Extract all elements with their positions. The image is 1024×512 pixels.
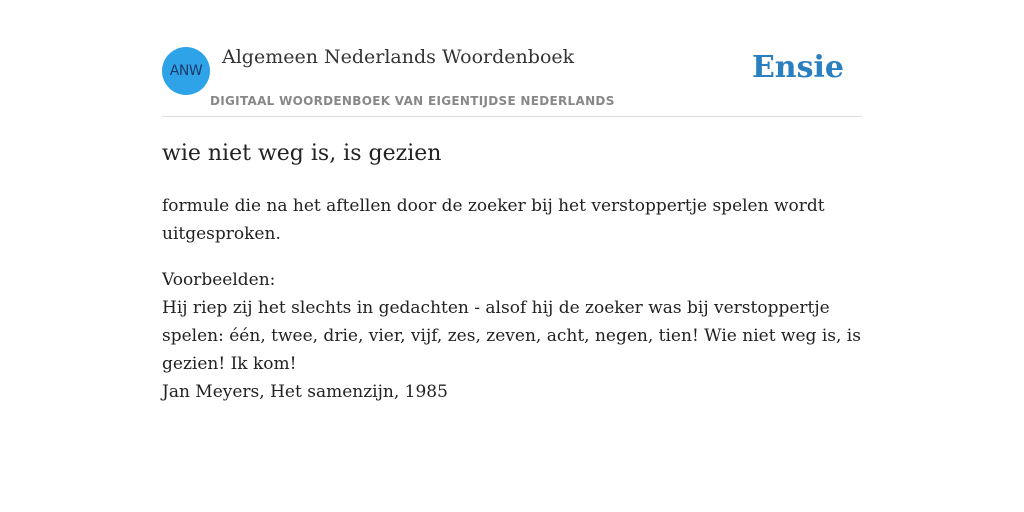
site-subtitle: DIGITAAL WOORDENBOEK VAN EIGENTIJDSE NEDERLANDS: [210, 94, 615, 108]
entry-content: [162, 138, 862, 406]
anw-logo[interactable]: [162, 47, 210, 95]
ensie-brand-link[interactable]: Ensie: [751, 50, 844, 85]
entry-definition: formule die na het aftellen door de zoeker bij het verstoppertje spelen wordt uitgesproken.: [162, 196, 825, 244]
entry-headword: wie niet weg is, is gezien: [162, 141, 442, 166]
example-text: Hij riep zij het slechts in gedachten - alsof hij de zoeker was bij verstoppertje spelen: één, twee, drie, vier, vijf, zes, zeven, acht, negen, tien! Wie niet weg is, is gezien! Ik kom!: [162, 298, 861, 374]
examples-label: Voorbeelden:: [162, 270, 276, 290]
entry-examples: [162, 266, 862, 406]
logo-text: ANW: [169, 63, 203, 79]
site-title[interactable]: Algemeen Nederlands Woordenboek: [222, 46, 575, 68]
site-header: [162, 44, 862, 117]
example-source: Jan Meyers, Het samenzijn, 1985: [162, 382, 448, 402]
